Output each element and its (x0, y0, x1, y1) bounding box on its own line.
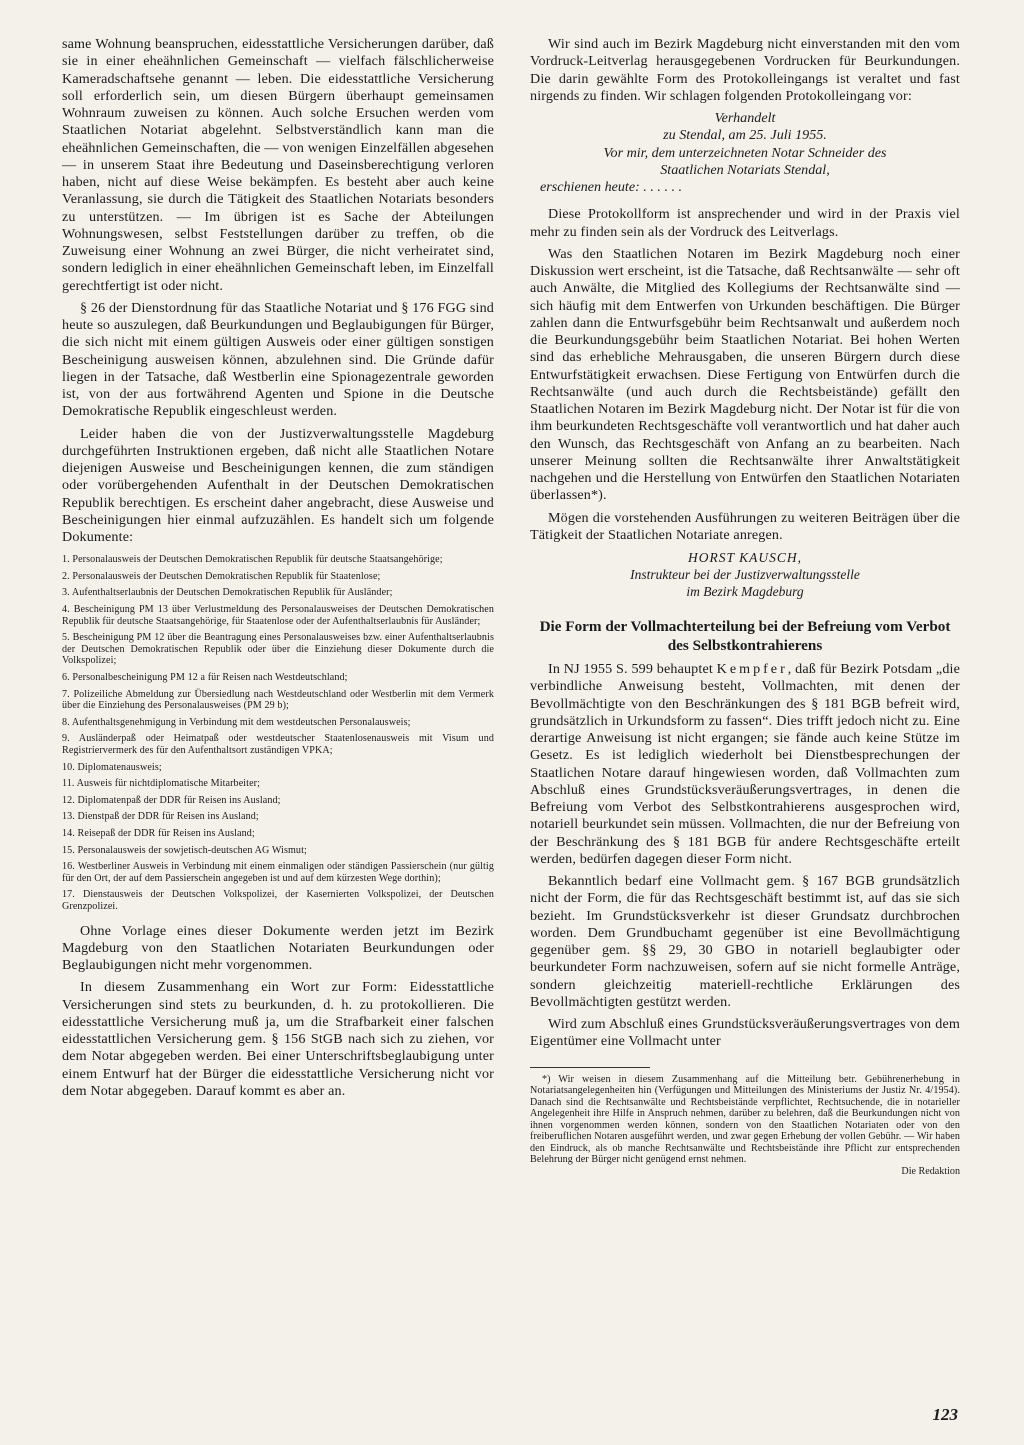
list-item: 13. Dienstpaß der DDR für Reisen ins Ausland; (62, 811, 259, 823)
left-column (62, 36, 494, 1105)
list-item: 9. Ausländerpaß oder Heimatpaß oder westdeutscher Staatenlosenausweis mit Visum und Registriervermerk des für den Aufenthaltsort zuständigen VPKA; (62, 733, 494, 756)
author-role: im Bezirk Magdeburg (686, 584, 804, 599)
list-item: 14. Reisepaß der DDR für Reisen ins Ausland; (62, 827, 255, 839)
formula-line: erschienen heute: . . . . . . (540, 179, 683, 195)
author-name: HORST KAUSCH, (687, 550, 802, 565)
list-item: 15. Personalausweis der sowjetisch-deutschen AG Wismut; (62, 844, 307, 856)
footnote-signature: Die Redaktion (901, 1165, 960, 1177)
list-item: 8. Aufenthaltsgenehmigung in Verbindung mit dem westdeutschen Personalausweis; (62, 716, 411, 728)
protocol-formula (530, 110, 960, 196)
author-role: Instrukteur bei der Justizverwaltungsstelle (630, 567, 860, 582)
list-item: 10. Diplomatenausweis; (62, 761, 162, 773)
footnote: *) Wir weisen in diesem Zusammenhang auf die Mitteilung betr. Gebührenerhebung in Notariatsangelegenheiten hin (Verfügungen und Mitteilungen des Ministeriums der Justiz Nr. 4/1954). Danach sind die Rechtsanwälte und Rechtsbeistände verpflichtet, Rechtsuchende, die in notarieller Angelegenheit ihre Hilfe in Anspruch nehmen, darüber zu belehren, daß die Beurkundungen nicht von ihnen vorgenommen werden können, sondern von den Staatlichen Notariaten oder von den freiberuflichen Notaren ausgeführt werden, und zwar gegen Erhebung der vollen Gebühr. — Wir haben den Eindruck, als ob manche Rechtsanwälte und Rechtsbeistände ihre Pflicht zur entsprechenden Belehrung der Bürger nicht genügend ernst nehmen. (530, 1073, 960, 1165)
paragraph: Was den Staatlichen Notaren im Bezirk Magdeburg noch einer Diskussion wert erscheint, ist die Tatsache, daß Rechtsanwälte — sehr oft auch Anwälte, die Mitglied des Kollegiums der Rechtsanwälte sind — sich häufig mit dem Entwerfen von Urkunden beschäftigen. Die Bürger zahlen dann die Entwurfsgebühr beim Rechtsanwalt und außerdem noch die Beurkundungsgebühr beim Staatlichen Notariat. Bei hohen Werten sind das erhebliche Mehrausgaben, die unseren Bürgern durch diese Entwurfstätigkeit erwachsen. Diese Fertigung von Entwürfen durch die Rechtsanwälte (und auch durch die Rechtsbeistände) gefällt den Staatlichen Notaren im Bezirk Magdeburg nicht. Der Notar ist für die von ihm beurkundeten Rechtsgeschäfte voll verantwortlich und hat daher auch den Wunsch, das Rechtsgeschäft von Anfang an zu bearbeiten. Nach unserer Meinung sollten die Rechtsanwälte ihrer Anwaltstätigkeit nachgehen und die Herstellung von Entwürfen den Staatlichen Notariaten überlassen*). (530, 245, 960, 504)
list-item: 4. Bescheinigung PM 13 über Verlustmeldung des Personalausweises der Deutschen Demokratischen Republik für deutsche Staatsangehörige, für Staatenlose oder der Aufenthaltserlaubnis für Ausländer; (62, 604, 494, 627)
right-column (530, 36, 960, 1177)
article-heading: Die Form der Vollmachterteilung bei der Befreiung vom Verbot des Selbstkontrahierens (539, 618, 951, 654)
list-item: 2. Personalausweis der Deutschen Demokratischen Republik für Staatenlose; (62, 570, 381, 582)
paragraph: Diese Protokollform ist ansprechender und wird in der Praxis viel mehr zu finden sein als der Vordruck des Leitverlags. (530, 206, 960, 240)
paragraph: same Wohnung beanspruchen, eidesstattliche Versicherungen darüber, daß sie in einer eheähnlichen Gemeinschaft — vielfach fälschlicherweise Kameradschaftsehe genannt — leben. Die eidesstattliche Versicherung soll erforderlich sein, um diesen Bürgern überhaupt gemeinsamen Wohnraum zuweisen zu können. Auch solche Ersuchen werden vom Staatlichen Notariat abgelehnt. Selbstverständlich kann man die eheähnlichen Gemeinschaften, die — von wenigen Einzelfällen abgesehen — in unserem Staat ihre Bedeutung und Daseinsberechtigung verloren haben, nicht auf diese Weise bekämpfen. Es besteht aber auch keine Veranlassung, sie durch die Tätigkeit des Staatlichen Notariats besonders zu unterstützen. — Im übrigen ist es Sache der Abteilungen Wohnungswesen, selbst Feststellungen darüber zu treffen, ob die Zuweisung einer Wohnung an zwei Bürger, die nicht verheiratet sind, sondern lediglich in einer eheähnlichen Gemeinschaft leben, im Einzelfall gerechtfertigt ist oder nicht. (62, 36, 494, 294)
text-run: , daß für Bezirk Potsdam „die verbindliche Anweisung besteht, Vollmachten, mit denen der Bevollmächtigte von den Beschränkungen des § 181 BGB befreit wird, grundsätzlich in Urkundsform zu fassen“. Dies trifft jedoch nicht zu. Eine derartige Anweisung ist nicht ergangen; sie fände auch keine Stütze im Gesetz. Es ist lediglich wiederholt bei Dienstbesprechungen der Staatlichen Notare darauf hingewiesen worden, daß Vollmachten zum Abschluß eines Grundstücksveräußerungsvertrages, in denen die Befreiung vom Verbot des Selbstkontrahierens ausgesprochen wird, notariell beurkundet sein müssen. Vollmachten, die nur der Befreiung von der Beschränkung des § 181 BGB für andere Rechtsgeschäfte erteilt werden, bedürfen dagegen dieser Form nicht. (530, 661, 960, 867)
paragraph: Ohne Vorlage eines dieser Dokumente werden jetzt im Bezirk Magdeburg von den Staatlichen Notariaten Beurkundungen oder Beglaubigungen nicht mehr vorgenommen. (62, 922, 494, 973)
author-signature (530, 549, 960, 600)
list-item: 3. Aufenthaltserlaubnis der Deutschen Demokratischen Republik für Ausländer; (62, 587, 393, 599)
paragraph (530, 661, 960, 868)
list-item: 11. Ausweis für nichtdiplomatische Mitarbeiter; (62, 778, 261, 790)
paragraph: Bekanntlich bedarf eine Vollmacht gem. § 167 BGB grundsätzlich nicht der Form, die für das Rechtsgeschäft bestimmt ist, auf das sie sich bezieht. Im Grundstücksverkehr ist dieser Grundsatz durchbrochen worden. Dem Grundbuchamt gegenüber ist eine Bevollmächtigung gegenüber gem. §§ 29, 30 GBO in notariell beglaubigter oder beurkundeter Form nachzuweisen, sofern auf sie nicht formelle Anträge, sondern gleichzeitig materiell-rechtliche Erklärungen des Bevollmächtigten gestützt werden. (530, 873, 960, 1010)
list-item: 6. Personalbescheinigung PM 12 a für Reisen nach Westdeutschland; (62, 672, 348, 683)
formula-line: Verhandelt (714, 110, 776, 126)
list-item: 5. Bescheinigung PM 12 über die Beantragung eines Personalausweises bzw. einer Aufenthaltserlaubnis der Deutschen Demokratischen Republik oder über die Einziehung dieser Dokumente durch die Volkspolizei; (62, 632, 494, 667)
author-reference: Kempfer (716, 661, 788, 677)
paragraph: Wir sind auch im Bezirk Magdeburg nicht einverstanden mit den vom Vordruck-Leitverlag herausgegebenen Vordrucken für Beurkundungen. Die darin gewählte Form des Protokolleingangs ist veraltet und fast nirgends zu finden. Wir schlagen folgenden Protokolleingang vor: (530, 36, 960, 104)
paragraph: Wird zum Abschluß eines Grundstücksveräußerungsvertrages von dem Eigentümer eine Vollmacht unter (530, 1016, 960, 1050)
list-item: 1. Personalausweis der Deutschen Demokratischen Republik für deutsche Staatsangehörige; (62, 554, 443, 566)
formula-line: Vor mir, dem unterzeichneten Notar Schneider des (603, 144, 887, 161)
paragraph: Mögen die vorstehenden Ausführungen zu weiteren Beiträgen über die Tätigkeit der Staatlichen Notariate anregen. (530, 509, 960, 543)
paragraph: § 26 der Dienstordnung für das Staatliche Notariat und § 176 FGG sind heute so auszulegen, daß Beurkundungen und Beglaubigungen für Bürger, die sich nicht mit einem gültigen Ausweis oder einer gültigen sonstigen Bescheinigung ausweisen können, abzulehnen sind. Die Gründe dafür liegen in der Tatsache, daß Westberlin eine Spionagezentrale geworden ist, von der aus fortwährend Agenten und Spione in die Deutsche Demokratische Republik eingeschleust werden. (62, 299, 494, 420)
document-list (62, 554, 494, 912)
list-item: 7. Polizeiliche Abmeldung zur Übersiedlung nach Westdeutschland oder Westberlin mit dem Vermerk über die Einziehung des Personalausweises (PM 29 b); (62, 688, 494, 712)
paragraph: Leider haben die von der Justizverwaltungsstelle Magdeburg durchgeführten Instruktionen ergeben, daß nicht alle Staatlichen Notare diejenigen Ausweise und Bescheinigungen kennen, die zum ständigen oder vorübergehenden Aufenthalt in der Deutschen Demokratischen Republik berechtigen. Es erscheint daher angebracht, diese Ausweise und Bescheinigungen hier einmal aufzuzählen. Es handelt sich um folgende Dokumente: (62, 425, 494, 545)
list-item: 16. Westberliner Ausweis in Verbindung mit einem einmaligen oder ständigen Passierschein (nur gültig für den Ort, der auf dem Passierschein angegeben ist und auf dem kürzesten Wege dorthin); (62, 861, 494, 884)
formula-line: Staatlichen Notariats Stendal, (660, 161, 830, 178)
page-number: 123 (932, 1405, 958, 1424)
paragraph: In diesem Zusammenhang ein Wort zur Form: Eidesstattliche Versicherungen sind stets zu beurkunden, d. h. zu protokollieren. Die eidesstattliche Versicherung muß ja, um die Strafbarkeit einer falschen eidesstattlichen Versicherung gem. § 156 StGB nach sich zu ziehen, vor dem Notar abgegeben werden. Bei einer Unterschriftsbeglaubigung unter einem Entwurf hat der Bürger die eidesstattliche Versicherung nicht vor dem Notar abgegeben. Darauf kommt es aber an. (62, 979, 494, 1099)
list-item: 17. Dienstausweis der Deutschen Volkspolizei, der Kasernierten Volkspolizei, der Deutschen Grenzpolizei. (62, 889, 494, 912)
footnote-divider (530, 1067, 650, 1068)
formula-line: zu Stendal, am 25. Juli 1955. (663, 127, 827, 144)
text-run: In NJ 1955 S. 599 behauptet (548, 661, 717, 677)
list-item: 12. Diplomatenpaß der DDR für Reisen ins Ausland; (62, 794, 281, 806)
